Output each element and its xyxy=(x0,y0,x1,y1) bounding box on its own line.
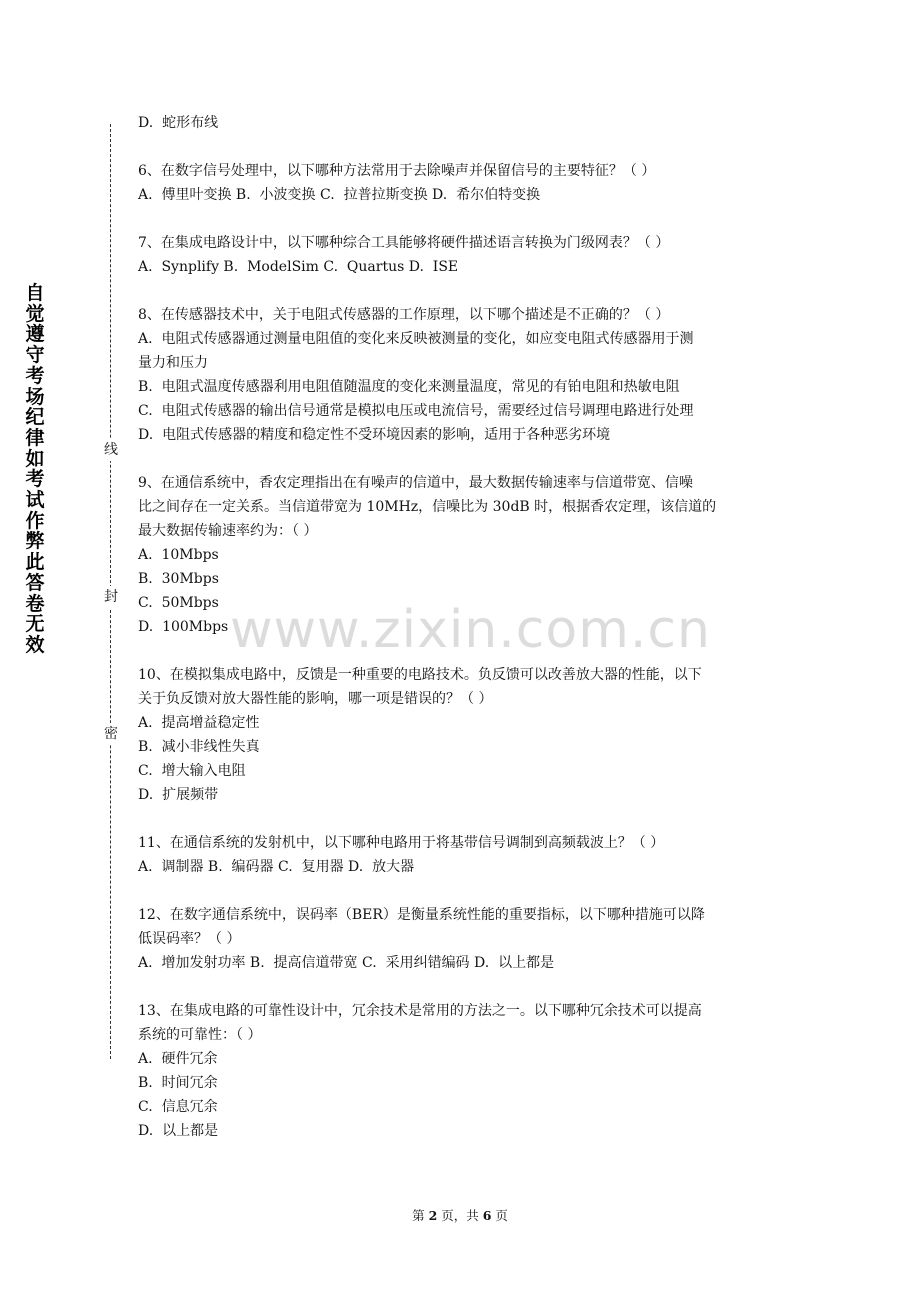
answer-option-line: A. 调制器 B. 编码器 C. 复用器 D. 放大器 xyxy=(138,859,415,875)
question-block xyxy=(138,999,788,1143)
question-list xyxy=(138,159,788,1143)
answer-option-line: A. 电阻式传感器通过测量电阻值的变化来反映被测量的变化，如应变电阻式传感器用于测 xyxy=(138,331,694,347)
question-block xyxy=(138,159,788,207)
page-footer xyxy=(0,1206,920,1224)
answer-option-line: A. 增加发射功率 B. 提高信道带宽 C. 采用纠错编码 D. 以上都是 xyxy=(138,955,555,971)
question-stem-line: 7、在集成电路设计中，以下哪种综合工具能够将硬件描述语言转换为门级网表？（ ） xyxy=(138,235,670,251)
question-block xyxy=(138,831,788,879)
footer-total-pages: 6 xyxy=(482,1208,492,1223)
answer-option-line: D. 电阻式传感器的精度和稳定性不受环境因素的影响，适用于各种恶劣环境 xyxy=(138,427,611,443)
answer-option-line: C. 信息冗余 xyxy=(138,1099,218,1115)
answer-option-line: A. 傅里叶变换 B. 小波变换 C. 拉普拉斯变换 D. 希尔伯特变换 xyxy=(138,187,541,203)
answer-option-line: D. 以上都是 xyxy=(138,1123,219,1139)
exam-discipline-notice: 自觉遵守考场纪律如考试作弊此答卷无效 xyxy=(25,282,45,656)
question-stem-line: 关于负反馈对放大器性能的影响，哪一项是错误的？（ ） xyxy=(138,691,493,707)
answer-option-line: B. 时间冗余 xyxy=(138,1075,218,1091)
answer-option-line: A. Synplify B. ModelSim C. Quartus D. ISE xyxy=(138,259,459,275)
footer-prefix: 第 xyxy=(412,1208,429,1223)
answer-option-line: B. 30Mbps xyxy=(138,571,219,587)
footer-suffix: 页 xyxy=(491,1208,508,1223)
question-stem-line: 比之间存在一定关系。当信道带宽为 10MHz，信噪比为 30dB 时，根据香农定理，该信道的 xyxy=(138,499,717,515)
question-stem-line: 11、在通信系统的发射机中，以下哪种电路用于将基带信号调制到高频载波上？（ ） xyxy=(138,835,665,851)
seal-char-seal: 封 xyxy=(101,586,121,608)
footer-page-number: 2 xyxy=(428,1208,438,1223)
answer-option-line: C. 电阻式传感器的输出信号通常是模拟电压或电流信号，需要经过信号调理电路进行处理 xyxy=(138,403,694,419)
answer-option-line: C. 增大输入电阻 xyxy=(138,763,246,779)
question-stem-line: 低误码率？（ ） xyxy=(138,931,241,947)
question-content xyxy=(138,111,788,1143)
question-block xyxy=(138,663,788,807)
answer-option-line: C. 50Mbps xyxy=(138,595,219,611)
seal-char-line: 线 xyxy=(101,439,121,461)
question-block xyxy=(138,303,788,447)
question-stem-line: 系统的可靠性：（ ） xyxy=(138,1027,262,1043)
question-stem-line: 最大数据传输速率约为：（ ） xyxy=(138,523,318,539)
question-stem-line: 13、在集成电路的可靠性设计中，冗余技术是常用的方法之一。以下哪种冗余技术可以提高 xyxy=(138,1003,702,1019)
question-stem-line: 12、在数字通信系统中，误码率（BER）是衡量系统性能的重要指标，以下哪种措施可以降 xyxy=(138,907,705,923)
answer-option-line: B. 减小非线性失真 xyxy=(138,739,260,755)
question-stem-line: 6、在数字信号处理中，以下哪种方法常用于去除噪声并保留信号的主要特征？（ ） xyxy=(138,163,656,179)
answer-option-line: A. 硬件冗余 xyxy=(138,1051,218,1067)
leading-option: D. 蛇形布线 xyxy=(138,115,219,131)
answer-option-line: A. 10Mbps xyxy=(138,547,219,563)
footer-middle: 页，共 xyxy=(437,1208,483,1223)
answer-option-line: 量力和压力 xyxy=(138,355,208,371)
watermark: www.zixin.com.cn xyxy=(230,600,711,660)
question-stem-line: 8、在传感器技术中，关于电阻式传感器的工作原理，以下哪个描述是不正确的？（ ） xyxy=(138,307,670,323)
question-block xyxy=(138,903,788,975)
answer-option-line: D. 100Mbps xyxy=(138,619,229,635)
question-stem-line: 10、在模拟集成电路中，反馈是一种重要的电路技术。负反馈可以改善放大器的性能，以下 xyxy=(138,667,702,683)
answer-option-line: D. 扩展频带 xyxy=(138,787,219,803)
question-block xyxy=(138,471,788,639)
answer-option-line: A. 提高增益稳定性 xyxy=(138,715,260,731)
seal-char-secret: 密 xyxy=(101,723,121,745)
answer-option-line: B. 电阻式温度传感器利用电阻值随温度的变化来测量温度，常见的有铂电阻和热敏电阻 xyxy=(138,379,680,395)
question-stem-line: 9、在通信系统中，香农定理指出在有噪声的信道中，最大数据传输速率与信道带宽、信噪 xyxy=(138,475,693,491)
question-block xyxy=(138,231,788,279)
